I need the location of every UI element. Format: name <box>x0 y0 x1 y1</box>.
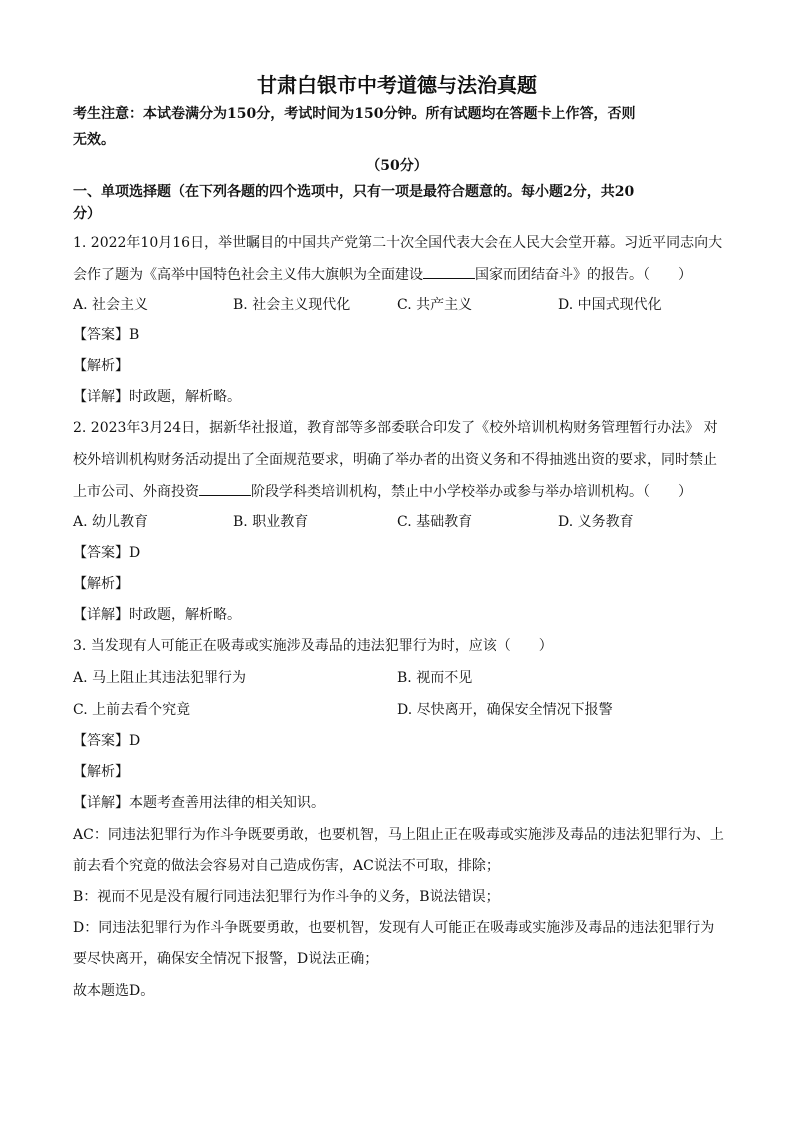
q3-option-c: C. 上前去看个究竟 <box>73 702 191 718</box>
section-heading-line-1: 一、单项选择题（在下列各题的四个选项中，只有一项是最符合题意的。每小题2分，共20 <box>73 184 635 200</box>
score-label: （50分） <box>366 158 428 174</box>
q2-option-a: A. 幼儿教育 <box>73 514 149 530</box>
q1-detail: 【详解】时政题，解析略。 <box>73 389 241 405</box>
q3-explain-d-line-1: D：同违法犯罪行为作斗争既要勇敢，也要机智，发现有人可能正在吸毒或实施涉及毒品的违法犯罪行为 <box>73 920 715 936</box>
q3-option-d: D. 尽快离开，确保安全情况下报警 <box>397 702 613 718</box>
q1-stem-part-a: 会作了题为《高举中国特色社会主义伟大旗帜为全面建设 <box>73 267 423 283</box>
q2-answer: 【答案】D <box>73 545 141 561</box>
q2-analysis: 【解析】 <box>73 576 129 592</box>
q2-option-c: C. 基础教育 <box>397 514 473 530</box>
q1-option-b: B. 社会主义现代化 <box>233 297 351 313</box>
q3-explain-d-line-2: 要尽快离开，确保安全情况下报警，D说法正确； <box>73 951 379 967</box>
q3-explain-ac-line-1: AC：同违法犯罪行为作斗争既要勇敢，也要机智，马上阻止正在吸毒或实施涉及毒品的违法犯罪行为、上 <box>73 827 724 843</box>
q3-explain-ac-line-2: 前去看个究竟的做法会容易对自己造成伤害，AC说法不可取，排除； <box>73 858 500 874</box>
q2-stem-line-2: 校外培训机构财务活动提出了全面规范要求，明确了举办者的出资义务和不得抽逃出资的要求，同时禁止 <box>73 452 717 468</box>
q1-answer: 【答案】B <box>73 327 140 343</box>
q1-stem-part-b: 国家而团结奋斗》的报告。（ ） <box>475 267 692 283</box>
q3-conclusion: 故本题选D。 <box>73 983 155 999</box>
notice-line-2: 无效。 <box>73 132 115 148</box>
q2-detail: 【详解】时政题，解析略。 <box>73 607 241 623</box>
q2-blank <box>199 481 251 496</box>
q1-option-c: C. 共产主义 <box>397 297 473 313</box>
q1-stem-line-1: 1. 2022年10月16日，举世瞩目的中国共产党第二十次全国代表大会在人民大会堂开幕。习近平同志向大 <box>73 235 723 251</box>
q1-blank <box>423 264 475 279</box>
q1-analysis: 【解析】 <box>73 358 129 374</box>
q2-stem-part-b: 阶段学科类培训机构，禁止中小学校举办或参与举办培训机构。（ ） <box>251 484 692 500</box>
q3-analysis: 【解析】 <box>73 764 129 780</box>
q2-stem-part-a: 上市公司、外商投资 <box>73 484 199 500</box>
q1-stem-line-2 <box>73 264 692 285</box>
q3-stem: 3. 当发现有人可能正在吸毒或实施涉及毒品的违法犯罪行为时，应该（ ） <box>73 638 553 654</box>
section-heading-line-2: 分） <box>73 206 101 222</box>
q3-answer: 【答案】D <box>73 733 141 749</box>
q2-option-b: B. 职业教育 <box>233 514 309 530</box>
q1-option-a: A. 社会主义 <box>73 297 149 313</box>
q3-detail: 【详解】本题考查善用法律的相关知识。 <box>73 795 325 811</box>
q1-option-d: D. 中国式现代化 <box>558 297 662 313</box>
q2-option-d: D. 义务教育 <box>558 514 634 530</box>
q2-stem-line-3 <box>73 481 692 502</box>
q3-explain-b: B：视而不见是没有履行同违法犯罪行为作斗争的义务，B说法错误； <box>73 889 500 905</box>
notice-line-1: 考生注意：本试卷满分为150分，考试时间为150分钟。所有试题均在答题卡上作答，否则 <box>73 106 636 122</box>
page-title: 甘肃白银市中考道德与法治真题 <box>257 73 537 97</box>
q3-option-b: B. 视而不见 <box>397 670 473 686</box>
q2-stem-line-1: 2. 2023年3月24日，据新华社报道，教育部等多部委联合印发了《校外培训机构财务管理暂行办法》 对 <box>73 420 718 436</box>
q3-option-a: A. 马上阻止其违法犯罪行为 <box>73 670 247 686</box>
